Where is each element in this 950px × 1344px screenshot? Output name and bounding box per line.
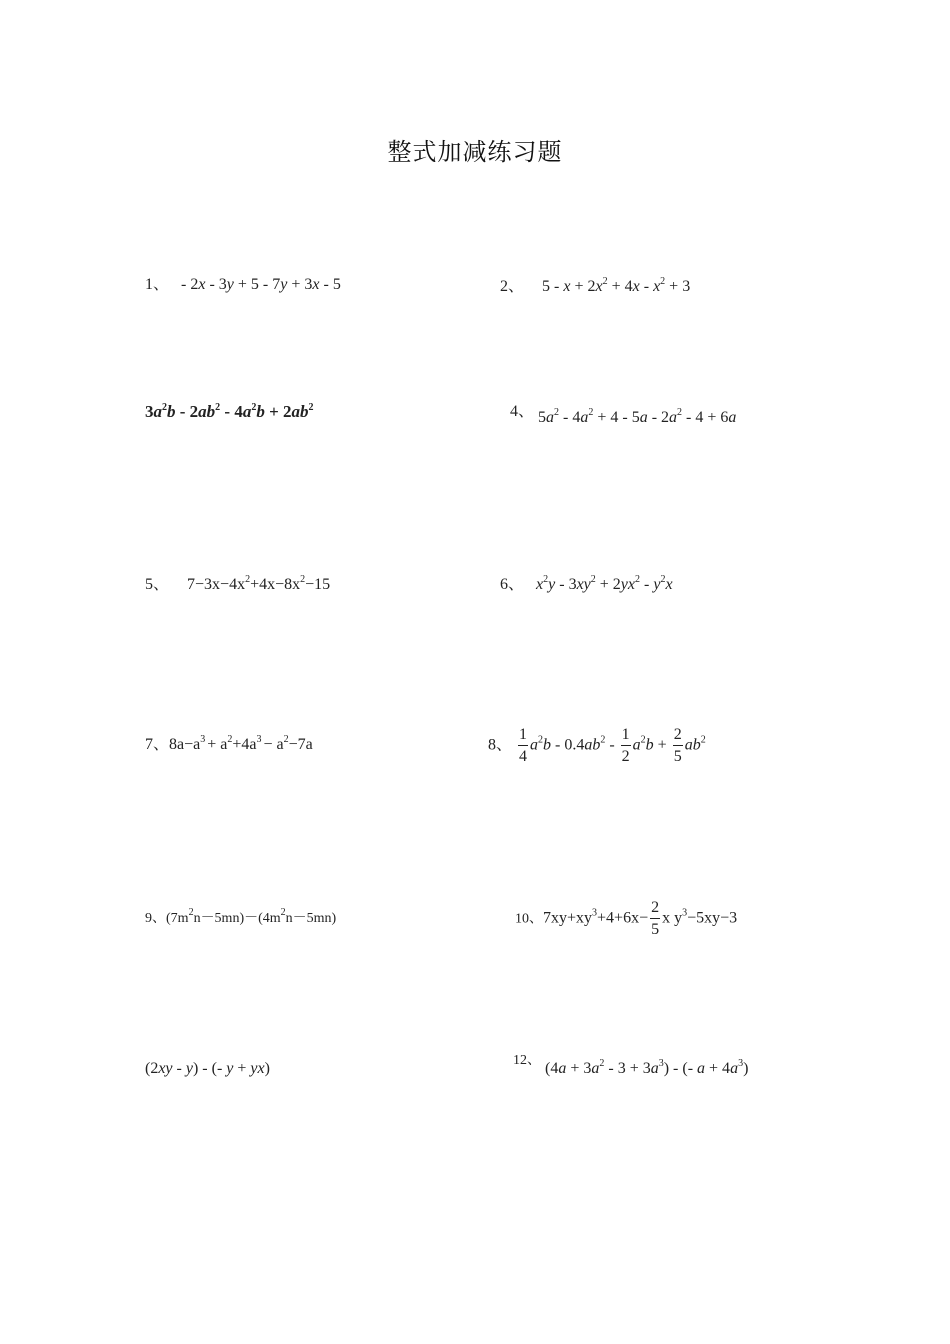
problem-3: $3a^2b - 2ab^2 - 4a^2b + 2ab^2$ xyxy=(145,402,314,421)
problem-12-expression: $(4a + 3a^2 - 3 + 3a^3)$ - (- $a + 4a^3$) xyxy=(545,1058,749,1077)
problem-9: 9、$(7m^2n-5mn)-(4m^2n-5mn)$ xyxy=(145,907,337,926)
problem-7: 7、$8a-a^3 + a^2+4a^3 - a^2-7a$ xyxy=(145,734,313,753)
fraction-2-5: $\frac{2}{5}$ xyxy=(673,726,682,765)
problem-2: 2、 $5 - x + 2x^2 + 4x - x^2 + 3$ xyxy=(500,276,691,295)
problem-number: 10、 xyxy=(515,911,543,927)
problem-6: 6、 $x^2y - 3xy^2 + 2yx^2 - y^2x$ xyxy=(500,574,673,593)
fraction-1-2: $\frac{1}{2}$ xyxy=(621,726,630,765)
problem-8: 8、 $\frac{1}{4}$ $a^2b - 0.4ab^2$ - $\frac{1}{2}$ $a^2b$ + $\frac{2}{5}$ $ab^2$ xyxy=(488,726,706,765)
problem-12 xyxy=(513,1052,749,1077)
problem-5: 5、 $7-3x-4x^2+4x-8x^2-15$ xyxy=(145,574,331,593)
page-title: 整式加减练习题 xyxy=(387,140,563,166)
problem-10: 10、$7xy+xy^3+4+6x-$ $\frac{2}{5}$ x $y^3-5xy-3$ xyxy=(515,899,738,938)
problem-number: 6、 xyxy=(500,576,525,593)
problem-4: 4、 $5a^2 - 4a^2 + 4 - 5a - 2a^2 - 4 + 6a$ xyxy=(510,403,737,426)
problem-number: 9、 xyxy=(145,911,166,926)
fraction-2-5: $\frac{2}{5}$ xyxy=(651,899,660,938)
problem-11: (2xy - y) - (- y + yx) xyxy=(145,1060,270,1077)
problem-number: 7、 xyxy=(145,736,170,753)
problem-number: 4、 xyxy=(510,403,535,420)
problem-number: 12、 xyxy=(513,1053,541,1068)
problem-number: 8、 xyxy=(488,736,513,754)
problem-1: 1、 - 2x - 3y + 5 - 7y + 3x - 5 xyxy=(145,276,341,293)
problem-number: 1、 xyxy=(145,276,170,293)
problem-number: 2、 xyxy=(500,278,525,295)
problem-number: 5、 xyxy=(145,576,170,593)
fraction-1-4: $\frac{1}{4}$ xyxy=(519,726,528,765)
